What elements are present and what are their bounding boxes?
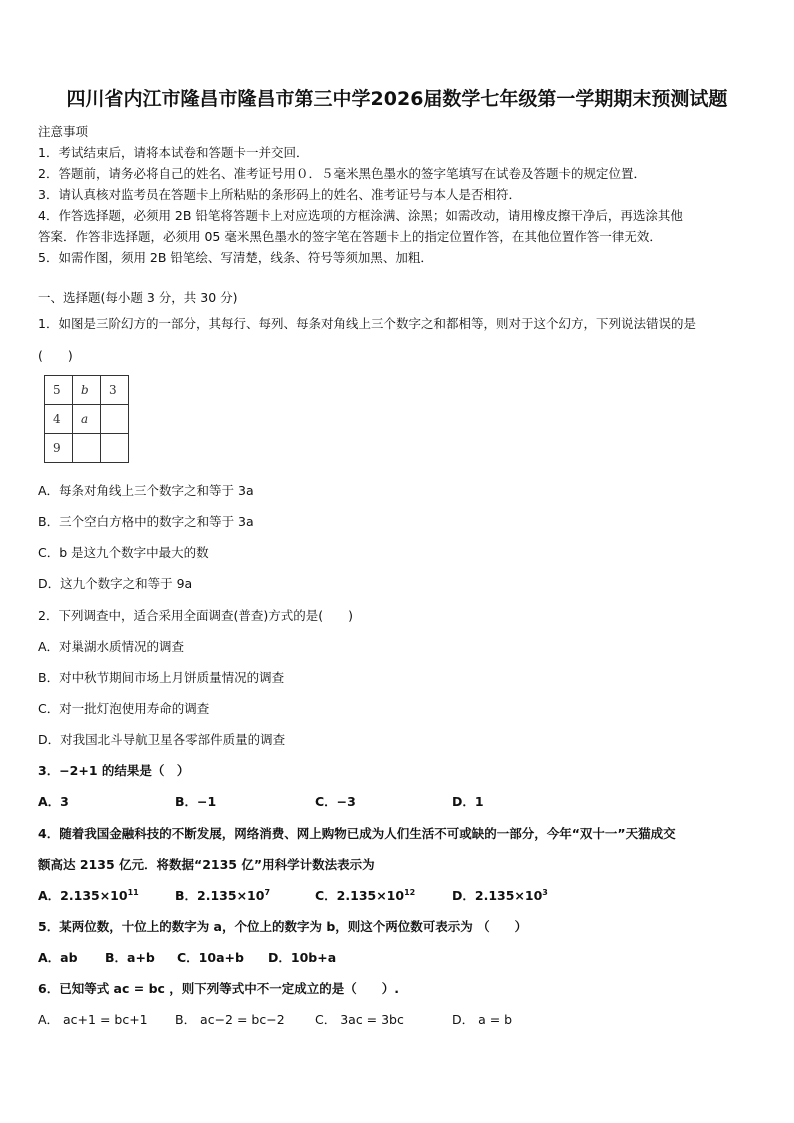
page-title: 四川省内江市隆昌市隆昌市第三中学2026届数学七年级第一学期期末预测试题 — [66, 88, 728, 110]
question-1-option-b: B．三个空白方格中的数字之和等于 3a — [38, 514, 254, 529]
question-1-option-a: A．每条对角线上三个数字之和等于 3a — [38, 483, 254, 498]
question-4-option-a: A．$2.135\times 10^{11}$ — [38, 887, 139, 903]
question-5-option-d: D．10b+a — [268, 950, 337, 965]
question-4-stem-continued: 额高达 2135 亿元．将数据“2135 亿”用科学计数法表示为 — [38, 857, 375, 872]
notice-item: 答案．作答非选择题，必须用 05 毫米黑色墨水的签字笔在答题卡上的指定位置作答，在其他位置作答一律无效． — [38, 229, 662, 244]
grid-cell: 5 — [45, 376, 73, 405]
question-3-option-c: C．−3 — [315, 794, 356, 809]
magic-square-grid — [44, 375, 129, 463]
grid-cell — [101, 405, 129, 434]
exponent: 3 — [542, 887, 548, 897]
grid-cell: a — [73, 405, 101, 434]
question-2-option-a: A．对巢湖水质情况的调查 — [38, 639, 185, 654]
question-2-stem: 2．下列调查中，适合采用全面调查(普查)方式的是( ) — [38, 608, 353, 623]
exponent: 12 — [404, 887, 416, 897]
grid-cell: 9 — [45, 434, 73, 463]
question-5-options — [38, 948, 758, 966]
question-4-options — [38, 886, 758, 904]
notice-item: 1．考试结束后，请将本试卷和答题卡一并交回． — [38, 145, 309, 160]
section-heading: 一、选择题(每小题 3 分，共 30 分) — [38, 290, 238, 305]
question-3-options — [38, 792, 758, 810]
notice-item: 4．作答选择题，必须用 2B 铅笔将答题卡上对应选项的方框涂满、涂黑；如需改动，请用橡皮擦干净后，再选涂其他 — [38, 208, 683, 223]
question-3-option-a: A．3 — [38, 794, 69, 809]
question-5-option-c: C．10a+b — [177, 950, 244, 965]
question-1-stem: 1．如图是三阶幻方的一部分，其每行、每列、每条对角线上三个数字之和都相等，则对于这个幻方，下列说法错误的是 — [38, 316, 696, 331]
question-6-option-b: B． ac−2 = bc−2 — [175, 1012, 285, 1027]
notice-item: 3．请认真核对监考员在答题卡上所粘贴的条形码上的姓名、准考证号与本人是否相符． — [38, 187, 521, 202]
question-1-answer-paren: ( ) — [38, 348, 73, 363]
notice-item: 2．答题前，请务必将自己的姓名、准考证号用０．５毫米黑色墨水的签字笔填写在试卷及答题卡的规定位置． — [38, 166, 646, 181]
question-1-option-d: D．这九个数字之和等于 9a — [38, 576, 193, 591]
question-4-option-d: D．$2.135\times 10^3$ — [452, 887, 548, 903]
exponent: 7 — [264, 887, 271, 897]
question-5-stem: 5．某两位数，十位上的数字为 a，个位上的数字为 b，则这个两位数可表示为 （ ） — [38, 919, 528, 934]
question-2-option-b: B．对中秋节期间市场上月饼质量情况的调查 — [38, 670, 285, 685]
grid-cell: 3 — [101, 376, 129, 405]
question-6-option-c: C． 3ac = 3bc — [315, 1012, 404, 1027]
notice-label: 注意事项 — [38, 124, 89, 139]
exponent: 11 — [127, 887, 139, 897]
notice-item: 5．如需作图，须用 2B 铅笔绘、写清楚，线条、符号等须加黑、加粗． — [38, 250, 433, 265]
question-4-option-b: B．$2.135\times 10^7$ — [175, 887, 271, 903]
question-3-option-b: B．−1 — [175, 794, 217, 809]
question-1-option-c: C．b 是这九个数字中最大的数 — [38, 545, 209, 560]
question-4-stem: 4．随着我国金融科技的不断发展，网络消费、网上购物已成为人们生活不可或缺的一部分，今年“双十一”天猫成交 — [38, 826, 676, 841]
question-6-stem: 6．已知等式 ac = bc ，则下列等式中不一定成立的是（ ）. — [38, 981, 400, 996]
question-6-option-d: D． a = b — [452, 1012, 513, 1027]
question-2-option-d: D．对我国北斗导航卫星各零部件质量的调查 — [38, 732, 286, 747]
grid-cell: b — [73, 376, 101, 405]
question-4-option-c: C．$2.135\times 10^{12}$ — [315, 887, 416, 903]
question-5-option-b: B．a+b — [105, 950, 155, 965]
question-2-option-c: C．对一批灯泡使用寿命的调查 — [38, 701, 210, 716]
question-3-stem: 3．−2+1 的结果是（ ） — [38, 763, 190, 778]
question-5-option-a: A．ab — [38, 950, 78, 965]
question-6-options — [38, 1010, 758, 1028]
question-6-option-a: A． ac+1 = bc+1 — [38, 1012, 148, 1027]
grid-cell: 4 — [45, 405, 73, 434]
question-3-option-d: D．1 — [452, 794, 484, 809]
grid-cell — [101, 434, 129, 463]
grid-cell — [73, 434, 101, 463]
